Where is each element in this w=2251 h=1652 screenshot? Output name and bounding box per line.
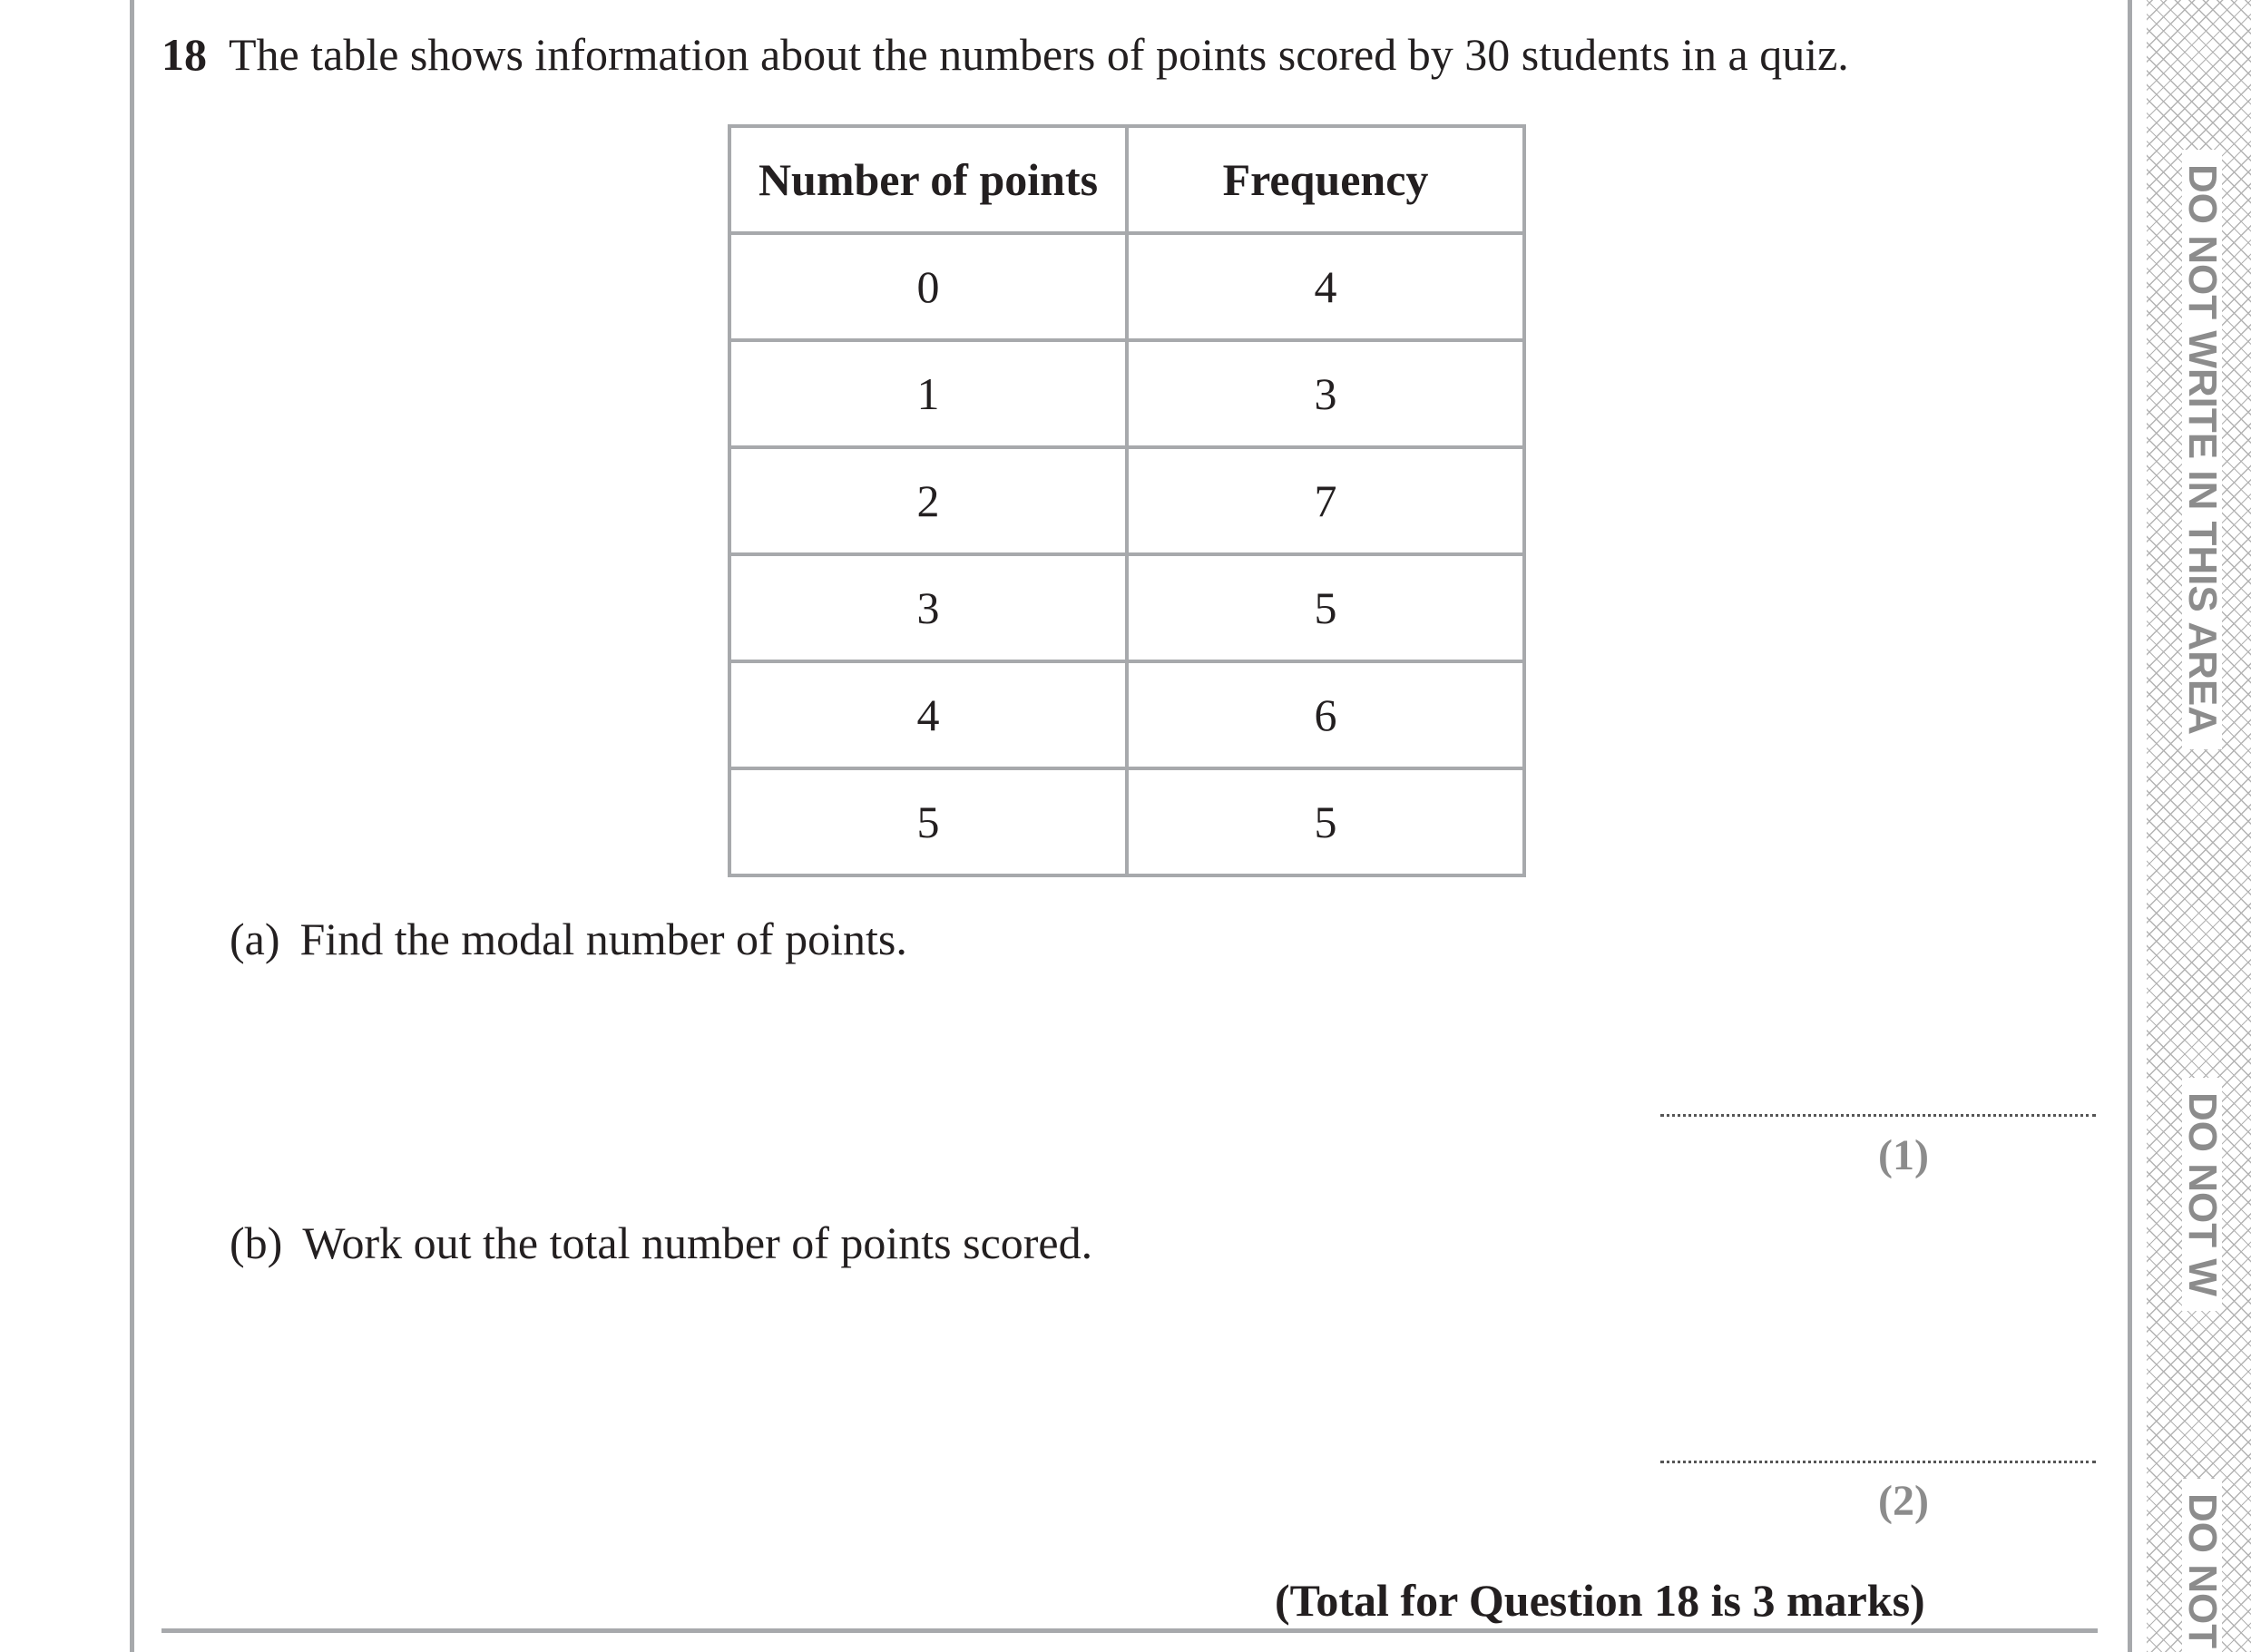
header-frequency: Frequency (1127, 126, 1524, 233)
table-row (729, 233, 1524, 340)
margin-warning-label: DO NOT (2182, 1479, 2222, 1652)
header-points: Number of points (729, 126, 1127, 233)
question-number: 18 (161, 29, 207, 80)
points-cell: 3 (729, 554, 1127, 661)
points-cell: 0 (729, 233, 1127, 340)
part-b-text: Work out the total number of points scored. (302, 1217, 1093, 1268)
points-cell: 5 (729, 768, 1127, 875)
frequency-cell: 5 (1127, 554, 1524, 661)
part-b-marks: (2) (1878, 1477, 1929, 1525)
left-margin-rule (130, 0, 134, 1652)
points-cell: 4 (729, 661, 1127, 768)
part-a-text: Find the modal number of points. (299, 914, 907, 964)
part-b-letter: (b) (230, 1217, 283, 1268)
part-a-marks: (1) (1878, 1131, 1929, 1179)
right-margin-rule (2128, 0, 2132, 1652)
frequency-cell: 4 (1127, 233, 1524, 340)
table-row (729, 340, 1524, 447)
points-cell: 1 (729, 340, 1127, 447)
part-a-prompt (230, 912, 907, 966)
frequency-cell: 6 (1127, 661, 1524, 768)
question-end-rule (161, 1628, 2098, 1633)
frequency-cell: 7 (1127, 447, 1524, 554)
margin-warning-label: DO NOT WRITE IN THIS AREA (2182, 150, 2222, 749)
question-total: (Total for Question 18 is 3 marks) (1275, 1575, 1925, 1626)
margin-warning-label: DO NOT W (2182, 1078, 2222, 1311)
frequency-cell: 5 (1127, 768, 1524, 875)
part-b-answer-line[interactable] (1660, 1461, 2096, 1463)
table-row (729, 768, 1524, 875)
part-a-letter: (a) (230, 914, 280, 964)
points-cell: 2 (729, 447, 1127, 554)
part-b-prompt (230, 1216, 1092, 1270)
frequency-cell: 3 (1127, 340, 1524, 447)
question-text: The table shows information about the numbers of points scored by 30 students in a quiz. (229, 29, 1849, 80)
table-row (729, 554, 1524, 661)
table-header-row (729, 126, 1524, 233)
table-row (729, 661, 1524, 768)
frequency-table (728, 124, 1526, 877)
part-a-answer-line[interactable] (1660, 1114, 2096, 1117)
question-stem (161, 27, 1849, 82)
table-row (729, 447, 1524, 554)
